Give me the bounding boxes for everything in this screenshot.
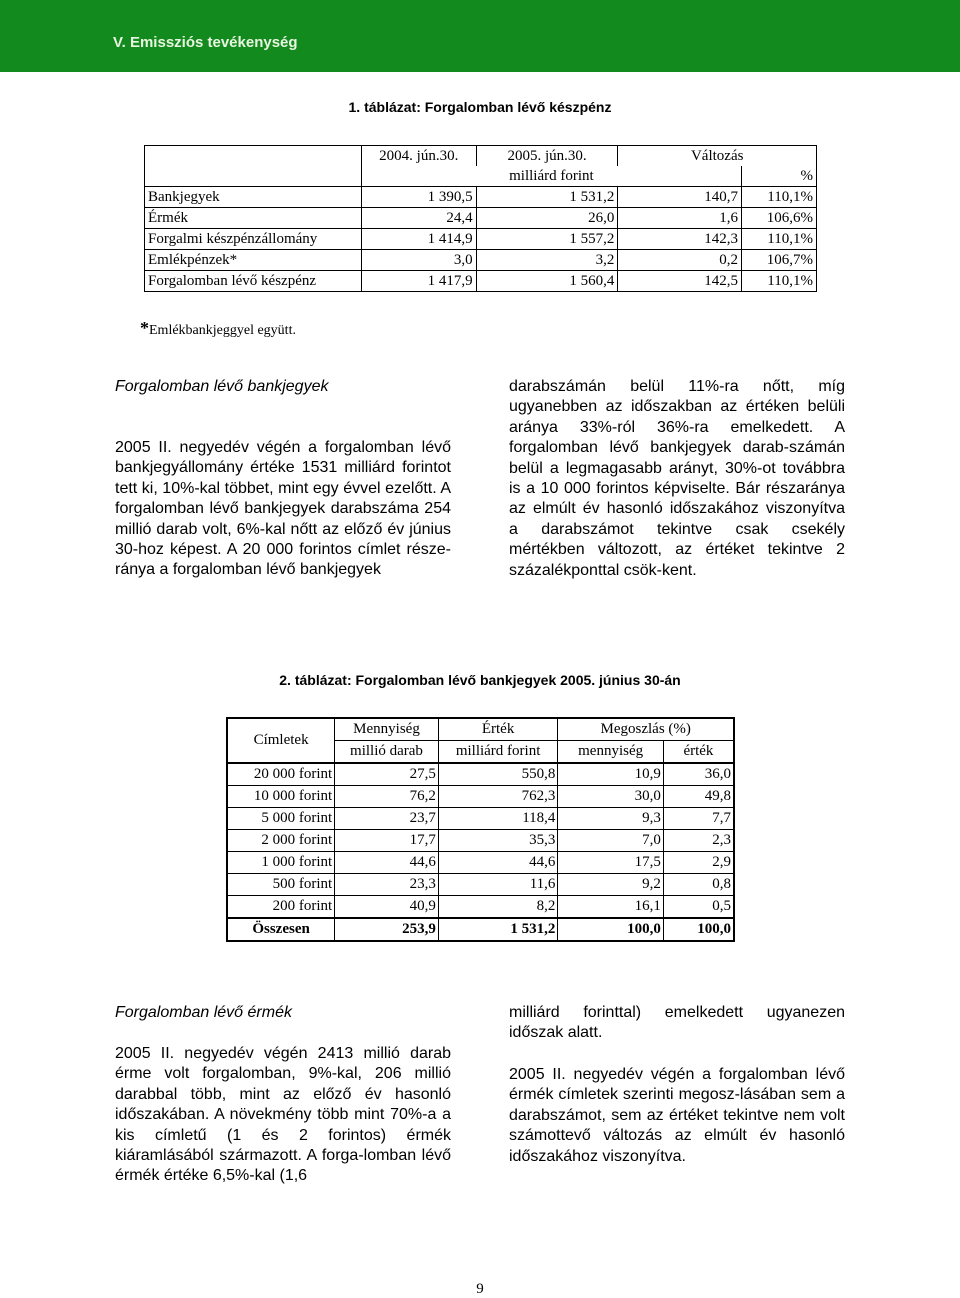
cell-quantity: 76,2 [335,786,439,808]
cell-pct: 106,6% [742,208,817,229]
cell-quantity: 17,7 [335,830,439,852]
cell-2004: 1 414,9 [361,229,476,250]
table1-footnote [140,318,296,339]
denomination-label: 500 forint [227,874,335,896]
cell-share-value: 7,7 [663,808,734,830]
table-row [227,786,734,808]
chapter-header-bar [0,0,960,72]
section-title-coins: Forgalomban lévő érmék [115,1004,292,1021]
cell-quantity: 27,5 [335,763,439,786]
cell-value: 762,3 [438,786,558,808]
cell-change: 142,5 [618,271,742,292]
table1-cash-in-circulation [144,145,817,292]
table1-col-2005: 2005. jún.30. [476,146,618,167]
row-label: Érmék [145,208,362,229]
total-label: Összesen [227,918,335,941]
cell-share-quantity: 10,9 [558,763,664,786]
table1-col-change: Változás [618,146,817,167]
table2-sub-value: érték [663,741,734,764]
cell-2004: 1 417,9 [361,271,476,292]
denomination-label: 1 000 forint [227,852,335,874]
cell-value: 118,4 [438,808,558,830]
coins-paragraph-left: 2005 II. negyedév végén 2413 millió darab érme volt forgalomban, 9%-kal, 206 millió darabbal több, mint az előző év hasonló időszakában. A növekmény több mint 70%-a a kis címletű (1 és 2 forintos) érmék kiáramlásából származott. A forga-lomban lévő érmék értéke 6,5%-kal (1,6 [115,1045,451,1185]
cell-value: 550,8 [438,763,558,786]
coins-paragraph-right-2: 2005 II. negyedév végén a forgalomban lévő érmék címletek szerinti megosz-lásában sem a darabszámot, sem az értéket tekintve nem volt számottevő változás az elmúlt év hasonló időszakához viszonyítva. [509,1066,845,1165]
cell-2005: 3,2 [476,250,618,271]
table1-col-2004: 2004. jún.30. [361,146,476,167]
denomination-label: 5 000 forint [227,808,335,830]
row-label: Forgalmi készpénzállomány [145,229,362,250]
cell-pct: 110,1% [742,229,817,250]
table1-header-row-1 [145,146,817,167]
table-row [227,808,734,830]
total-quantity: 253,9 [335,918,439,941]
table-row [145,229,817,250]
cell-2005: 1 560,4 [476,271,618,292]
cell-2005: 1 557,2 [476,229,618,250]
cell-2004: 3,0 [361,250,476,271]
table2-col-denominations: Címletek [227,718,335,763]
cell-change: 142,3 [618,229,742,250]
table2-unit-million-pieces: millió darab [335,741,439,764]
table2-sub-quantity: mennyiség [558,741,664,764]
cell-share-value: 0,8 [663,874,734,896]
table1-header-row-2 [145,166,817,187]
cell-value: 35,3 [438,830,558,852]
cell-quantity: 23,7 [335,808,439,830]
cell-share-quantity: 9,3 [558,808,664,830]
denomination-label: 20 000 forint [227,763,335,786]
cell-value: 8,2 [438,896,558,919]
cell-share-quantity: 30,0 [558,786,664,808]
coins-paragraph-right-1: milliárd forinttal) emelkedett ugyanezen időszak alatt. [509,1004,845,1042]
cell-2004: 1 390,5 [361,187,476,208]
cell-share-quantity: 7,0 [558,830,664,852]
cell-share-value: 2,3 [663,830,734,852]
table-row [145,271,817,292]
table1-corner-lower [145,166,362,187]
table2-col-quantity: Mennyiség [335,718,439,741]
total-share-value: 100,0 [663,918,734,941]
cell-value: 44,6 [438,852,558,874]
cell-share-value: 36,0 [663,763,734,786]
table2-col-distribution: Megoszlás (%) [558,718,734,741]
cell-2005: 1 531,2 [476,187,618,208]
row-label: Forgalomban lévő készpénz [145,271,362,292]
table2-total-row [227,918,734,941]
total-value: 1 531,2 [438,918,558,941]
cell-share-value: 2,9 [663,852,734,874]
cell-value: 11,6 [438,874,558,896]
cell-pct: 110,1% [742,187,817,208]
table-row [227,852,734,874]
table1-pct-header: % [742,166,817,187]
denomination-label: 200 forint [227,896,335,919]
table2-banknotes-by-denomination [226,717,735,942]
chapter-title: V. Emissziós tevékenység [113,34,298,51]
banknotes-paragraph-left: 2005 II. negyedév végén a forgalomban lévő bankjegyállomány értéke 1531 milliárd forintot tett ki, 10%-kal többet, mint egy évvel ezelőtt. A forgalomban lévő bankjegyek darabszáma 254 millió darab volt, 6%-kal nőtt az előző év június 30-hoz képest. A 20 000 forintos címlet része-ránya a forgalomban lévő bankjegyek [115,439,451,579]
table2-col-value: Érték [438,718,558,741]
table-row [227,896,734,919]
row-label: Bankjegyek [145,187,362,208]
cell-pct: 106,7% [742,250,817,271]
table2-caption: 2. táblázat: Forgalomban lévő bankjegyek 2005. június 30-án [279,672,681,688]
table-row [145,187,817,208]
footnote-star: * [140,318,149,338]
table-row [145,208,817,229]
cell-change: 0,2 [618,250,742,271]
page-number: 9 [476,1281,484,1297]
cell-2004: 24,4 [361,208,476,229]
table1-caption: 1. táblázat: Forgalomban lévő készpénz [348,99,612,115]
table-row [227,830,734,852]
total-share-quantity: 100,0 [558,918,664,941]
row-label: Emlékpénzek* [145,250,362,271]
cell-pct: 110,1% [742,271,817,292]
table2-unit-billion-forint: milliárd forint [438,741,558,764]
banknotes-paragraph-right: darabszámán belül 11%-ra nőtt, míg ugyanebben az időszakban az értéken belüli aránya 33%-ról 36%-ra emelkedett. A forgalomban lévő bankjegyek darab-számán belül a legmagasabb arányt, 30%-ot továbbra is a 10 000 forintos képviselte. Bár részaránya az elmúlt év hasonló időszakához viszonyítva a darabszámot tekintve csak csekély mértékben változott, az értéket tekintve 2 százalékponttal csök-kent. [509,378,845,579]
cell-share-quantity: 9,2 [558,874,664,896]
cell-quantity: 40,9 [335,896,439,919]
cell-change: 1,6 [618,208,742,229]
table2-header-row-1 [227,718,734,741]
cell-change: 140,7 [618,187,742,208]
cell-quantity: 44,6 [335,852,439,874]
cell-quantity: 23,3 [335,874,439,896]
denomination-label: 2 000 forint [227,830,335,852]
denomination-label: 10 000 forint [227,786,335,808]
cell-2005: 26,0 [476,208,618,229]
table1-corner [145,146,362,167]
cell-share-quantity: 16,1 [558,896,664,919]
table-row [145,250,817,271]
cell-share-value: 49,8 [663,786,734,808]
section-title-banknotes: Forgalomban lévő bankjegyek [115,378,329,395]
table-row [227,874,734,896]
table1-unit: milliárd forint [361,166,741,187]
cell-share-value: 0,5 [663,896,734,919]
footnote-text: Emlékbankjeggyel együtt. [149,323,296,338]
cell-share-quantity: 17,5 [558,852,664,874]
table-row [227,763,734,786]
